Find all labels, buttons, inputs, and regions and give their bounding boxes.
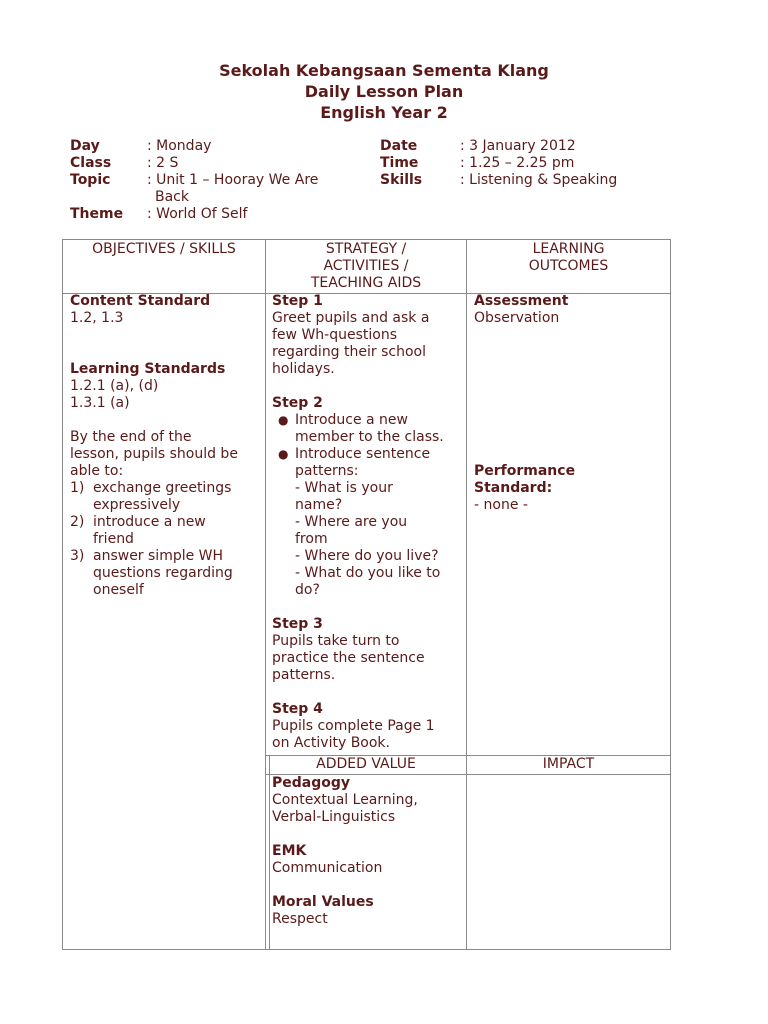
question-text: do? (295, 582, 320, 598)
list-item (70, 548, 262, 599)
subject-title: English Year 2 (320, 103, 448, 122)
question-text: - Where do you live? (295, 548, 439, 564)
col-divider-1b (269, 755, 270, 949)
step3-text: patterns. (272, 667, 336, 683)
moral-values-value: Respect (272, 911, 328, 927)
strategy-header (266, 241, 466, 292)
col-divider-2 (466, 240, 467, 949)
outcomes-header (467, 241, 670, 275)
step2-list (272, 412, 464, 599)
list-item (70, 514, 262, 548)
theme-value: : World Of Self (147, 206, 248, 222)
outcomes-header-line2: OUTCOMES (528, 258, 609, 274)
impact-header: IMPACT (542, 756, 595, 772)
strategy-header-line3: TEACHING AIDS (310, 275, 422, 291)
objectives-intro-line1: By the end of the (70, 429, 192, 445)
performance-title-line1: Performance (474, 463, 576, 479)
step1-text: regarding their school (272, 344, 426, 360)
objectives-intro-line3: able to: (70, 463, 124, 479)
list-item-text: answer simple WH (93, 548, 224, 564)
document-header (0, 60, 768, 123)
content-standard-title: Content Standard (70, 293, 211, 309)
time-label: Time (380, 155, 419, 171)
school-name: Sekolah Kebangsaan Sementa Klang (219, 61, 549, 80)
outcomes-header-line1: LEARNING (532, 241, 605, 257)
step1-text: holidays. (272, 361, 335, 377)
learning-standards-title: Learning Standards (70, 361, 226, 377)
list-item (272, 446, 464, 599)
bullet-icon: ● (278, 413, 289, 427)
list-item-text: exchange greetings (93, 480, 232, 496)
skills-label: Skills (380, 172, 423, 188)
step4-text: on Activity Book. (272, 735, 390, 751)
day-value: : Monday (147, 138, 212, 154)
list-item-text: Introduce sentence (295, 446, 431, 462)
question-text: - What do you like to (295, 565, 441, 581)
assessment-title: Assessment (474, 293, 569, 309)
step2-title: Step 2 (272, 395, 323, 411)
learning-standard-2: 1.3.1 (a) (70, 395, 130, 411)
pedagogy-text: Verbal-Linguistics (272, 809, 396, 825)
topic-value-line2: Back (155, 189, 189, 205)
strategy-header-line1: STRATEGY / (325, 241, 407, 257)
emk-title: EMK (272, 843, 307, 859)
pedagogy-title: Pedagogy (272, 775, 351, 791)
question-text: - What is your (295, 480, 393, 496)
list-item-text: oneself (93, 582, 144, 598)
performance-value: - none - (474, 497, 528, 513)
list-item-text: introduce a new (93, 514, 206, 530)
strategy-header-line2: ACTIVITIES / (323, 258, 409, 274)
info-right (380, 138, 680, 198)
step1-text: few Wh-questions (272, 327, 397, 343)
step1-title: Step 1 (272, 293, 323, 309)
topic-value-line1: : Unit 1 – Hooray We Are (147, 172, 319, 188)
question-text: from (295, 531, 328, 547)
day-label: Day (70, 138, 100, 154)
objectives-list (70, 480, 262, 599)
list-item-text: member to the class. (295, 429, 444, 445)
bullet-icon: ● (278, 447, 289, 461)
objectives-intro-line2: lesson, pupils should be (70, 446, 238, 462)
list-item-text: expressively (93, 497, 181, 513)
list-item (70, 480, 262, 514)
performance-title-line2: Standard: (474, 480, 553, 496)
added-value-header: ADDED VALUE (316, 756, 416, 772)
list-number: 1) (70, 480, 85, 496)
skills-value: : Listening & Speaking (460, 172, 618, 188)
list-item-text: patterns: (295, 463, 359, 479)
emk-value: Communication (272, 860, 383, 876)
assessment-value: Observation (474, 310, 560, 326)
step4-text: Pupils complete Page 1 (272, 718, 435, 734)
col-divider-1 (265, 240, 266, 949)
plan-title: Daily Lesson Plan (304, 82, 464, 101)
step3-text: practice the sentence (272, 650, 425, 666)
lesson-table (62, 239, 671, 950)
step3-text: Pupils take turn to (272, 633, 400, 649)
date-label: Date (380, 138, 418, 154)
list-item (272, 412, 464, 446)
added-value-cell (272, 775, 464, 928)
date-value: : 3 January 2012 (460, 138, 576, 154)
content-standard-value: 1.2, 1.3 (70, 310, 124, 326)
topic-label: Topic (70, 172, 111, 188)
time-value: : 1.25 – 2.25 pm (460, 155, 575, 171)
pedagogy-text: Contextual Learning, (272, 792, 418, 808)
strategy-cell (272, 293, 464, 752)
list-number: 2) (70, 514, 85, 530)
step3-title: Step 3 (272, 616, 323, 632)
list-item-text: friend (93, 531, 134, 547)
class-label: Class (70, 155, 112, 171)
step4-title: Step 4 (272, 701, 323, 717)
info-left (70, 138, 370, 228)
objectives-header: OBJECTIVES / SKILLS (92, 241, 236, 257)
objectives-cell (70, 293, 262, 599)
list-item-text: questions regarding (93, 565, 233, 581)
theme-label: Theme (70, 206, 124, 222)
class-value: : 2 S (147, 155, 179, 171)
moral-values-title: Moral Values (272, 894, 374, 910)
outcomes-cell (474, 293, 666, 514)
question-text: name? (295, 497, 343, 513)
step1-text: Greet pupils and ask a (272, 310, 430, 326)
list-item-text: Introduce a new (295, 412, 408, 428)
list-number: 3) (70, 548, 85, 564)
question-text: - Where are you (295, 514, 408, 530)
learning-standard-1: 1.2.1 (a), (d) (70, 378, 159, 394)
